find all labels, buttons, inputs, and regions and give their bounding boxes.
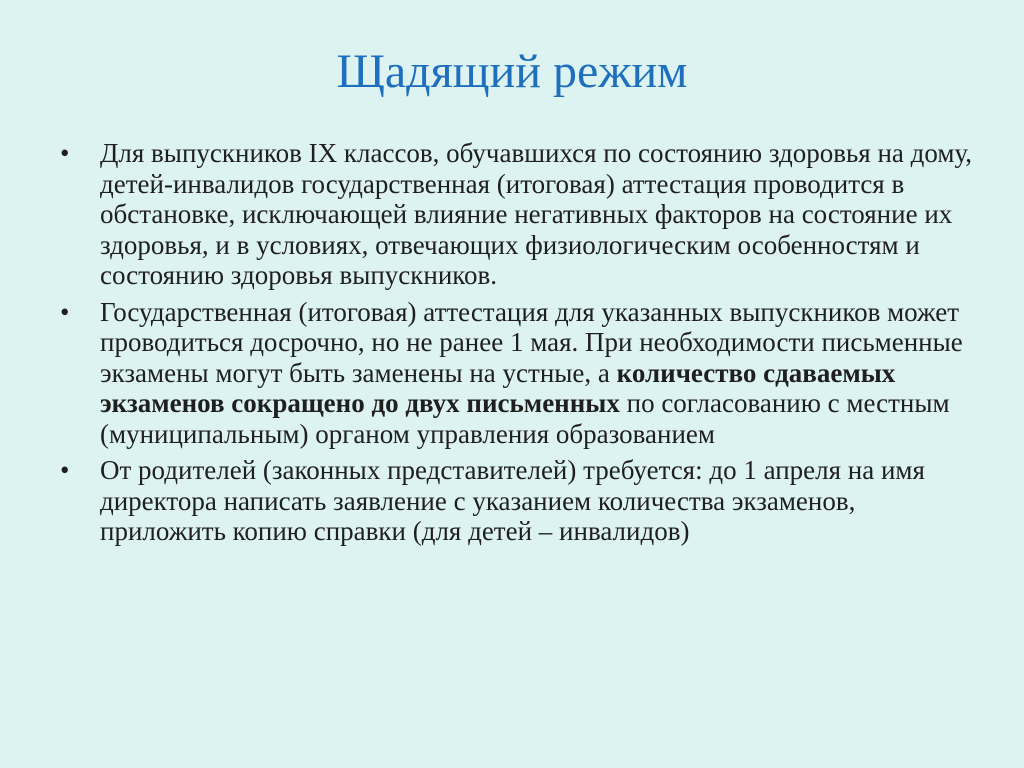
slide-title: Щадящий режим — [336, 45, 688, 98]
bullet-text-2-bold: количество сдаваемых экзаменов сокращено до двух письменных — [100, 357, 896, 418]
bullet-dot-icon: • — [60, 296, 70, 327]
bullet-item-2 — [60, 296, 980, 450]
bullet-list — [60, 138, 980, 553]
bullet-dot-icon: • — [60, 138, 70, 168]
bullet-item-1 — [60, 138, 980, 291]
bullet-text-3: От родителей (законных представителей) требуется: до 1 апреля на имя директора написать заявление с указанием количества экзаменов, приложить копию справки (для детей – инвалидов) — [100, 455, 925, 546]
bullet-text-1: Для выпускников IX классов, обучавшихся по состоянию здоровья на дому, детей-инвалидов государственная (итоговая) аттестация проводится в обстановке, исключающей влияние негативных факторов на состояние их здоровья, и в условиях, отвечающих физиологическим особенностям и состоянию здоровья выпускников. — [100, 138, 973, 290]
bullet-text-2-after: по согласованию с местным (муниципальным) органом управления образованием — [100, 388, 950, 449]
bullet-item-3 — [60, 455, 980, 547]
bullet-dot-icon: • — [60, 455, 70, 485]
bullet-text-2-before: Государственная (итоговая) аттестация для указанных выпускников может проводиться досрочно, но не ранее 1 мая. При необходимости письменные экзамены могут быть заменены на устные, а — [100, 296, 963, 388]
